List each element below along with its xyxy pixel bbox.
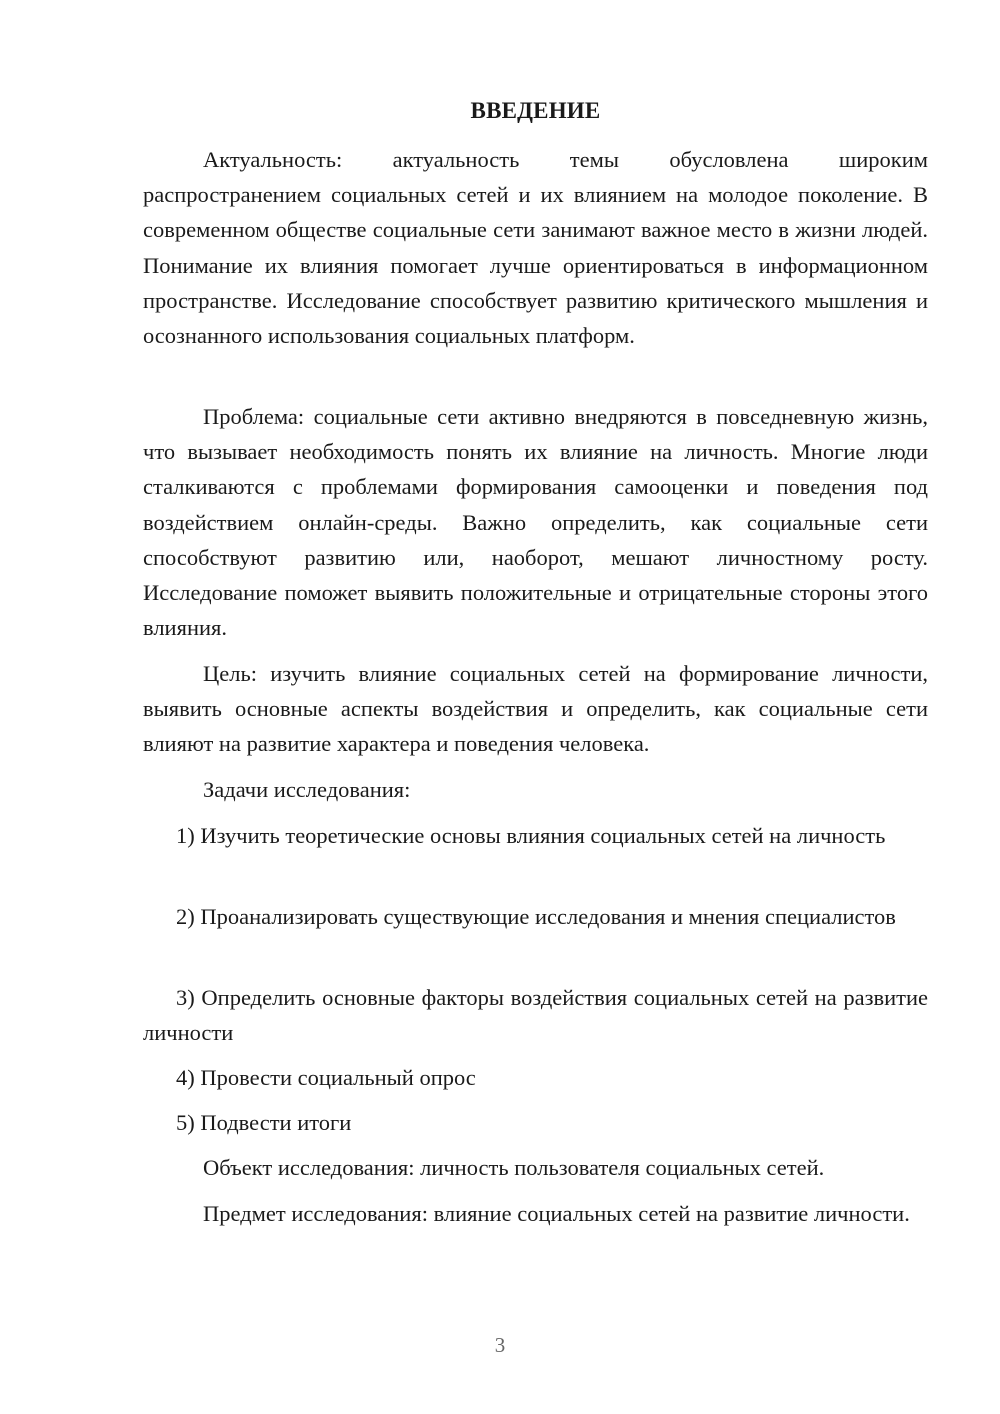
page-number: 3 xyxy=(494,1333,506,1357)
paragraph-problem: Проблема: социальные сети активно внедряются в повседневную жизнь, что вызывает необходимость понять их влияние на личность. Многие люди сталкиваются с проблемами формирования самооценки и поведения под воздействием онлайн-среды. Важно определить, как социальные сети способствуют развитию или, наоборот, мешают личностному росту. Исследование поможет выявить положительные и отрицательные стороны этого влияния. xyxy=(143,404,928,641)
task-item-5: 5) Подвести итоги xyxy=(176,1110,352,1135)
paragraph-object: Объект исследования: личность пользователя социальных сетей. xyxy=(203,1155,825,1180)
task-item-4: 4) Провести социальный опрос xyxy=(176,1065,476,1090)
task-item-2: 2) Проанализировать существующие исследования и мнения специалистов xyxy=(176,904,896,929)
paragraph-subject: Предмет исследования: влияние социальных сетей на развитие личности. xyxy=(203,1201,910,1226)
section-title: ВВЕДЕНИЕ xyxy=(470,98,601,123)
task-item-1: 1) Изучить теоретические основы влияния социальных сетей на личность xyxy=(176,823,886,848)
paragraph-goal: Цель: изучить влияние социальных сетей на формирование личности, выявить основные аспекты воздействия и определить, как социальные сети влияют на развитие характера и поведения человека. xyxy=(143,661,928,757)
tasks-heading: Задачи исследования: xyxy=(203,777,411,802)
task-item-3: 3) Определить основные факторы воздействия социальных сетей на развитие личности xyxy=(143,985,928,1046)
paragraph-relevance: Актуальность: актуальность темы обусловлена широким распространением социальных сетей и их влиянием на молодое поколение. В современном обществе социальные сети занимают важное место в жизни людей. Понимание их влияния помогает лучше ориентироваться в информационном пространстве. Исследование способствует развитию критического мышления и осознанного использования социальных платформ. xyxy=(143,147,928,349)
